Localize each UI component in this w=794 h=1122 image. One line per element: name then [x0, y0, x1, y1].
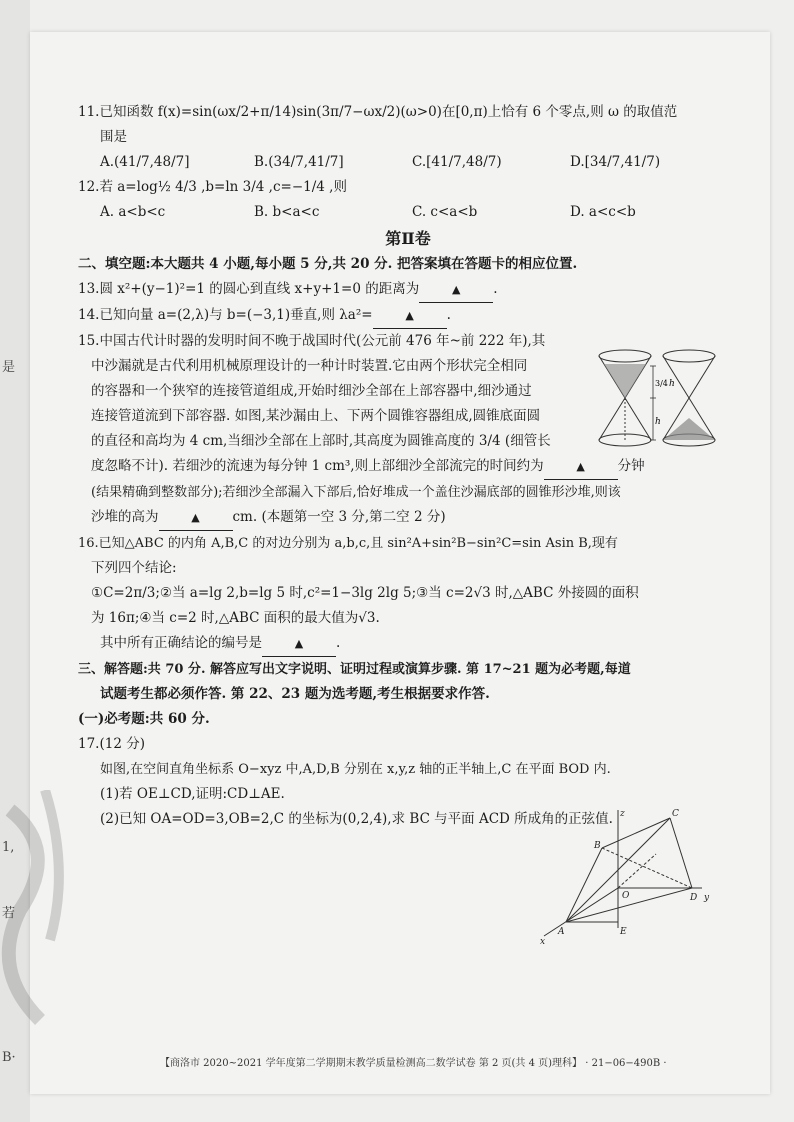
coordinate-figure [540, 808, 720, 948]
option-a: A.(41/7,48/7] [100, 154, 190, 170]
answer-blank[interactable] [373, 303, 447, 329]
label-c: C [672, 809, 679, 819]
q16-text: . [336, 635, 341, 651]
q16-line: 为 16π;④当 c=2 时,△ABC 面积的最大值为√3. [91, 610, 380, 626]
exam-content [78, 100, 738, 832]
q15-line: 的容器和一个狭窄的连接管道组成,开始时细沙全部在上部容器中,细沙通过 [91, 383, 532, 399]
side-char: 若 [2, 906, 16, 921]
q15-text: 度忽略不计). 若细沙的流速为每分钟 1 cm³,则上部细沙全部流完的时间约为 [91, 458, 544, 474]
q14-end: . [446, 307, 451, 323]
q16-line [78, 631, 738, 657]
q15-text: cm. (本题第一空 3 分,第二空 2 分) [232, 509, 446, 525]
option-a: A. a<b<c [100, 204, 166, 220]
part3-header: 三、解答题:共 70 分. 解答应写出文字说明、证明过程或演算步骤. 第 17~21 题为必考题,每道 [78, 662, 631, 677]
q11-options [78, 150, 738, 175]
segment-bd [602, 848, 692, 888]
label-x: x [540, 937, 546, 947]
label-o: O [622, 891, 630, 901]
q16-line: 下列四个结论: [91, 560, 177, 576]
q17-line: (1)若 OE⊥CD,证明:CD⊥AE. [100, 786, 285, 802]
q15-line: 中沙漏就是古代利用机械原理设计的一种计时装置.它由两个形状完全相同 [91, 358, 528, 374]
segment-oe2 [618, 854, 656, 888]
answer-blank[interactable] [544, 454, 618, 480]
x-axis [544, 888, 618, 936]
answer-blank[interactable] [262, 631, 336, 657]
q16-line: ①C=2π/3;②当 a=lg 2,b=lg 5 时,c²=1−3lg 2lg 5;③当 c=2√3 时,△ABC 外接圆的面积 [91, 585, 639, 601]
q13 [78, 277, 738, 303]
label-e: E [620, 927, 627, 937]
side-char: 1, [2, 840, 15, 855]
hourglass-right [663, 350, 715, 446]
q15-line [78, 454, 738, 480]
label-z: z [620, 809, 625, 819]
q17-line: (2)已知 OA=OD=3,OB=2,C 的坐标为(0,2,4),求 BC 与平面 ACD 所成角的正弦值. [100, 811, 613, 827]
triangle-mark: ▲ [191, 511, 200, 524]
triangle-mark: ▲ [451, 283, 461, 296]
segment-ab [566, 848, 602, 922]
q13-text: 13.圆 x²+(y−1)²=1 的圆心到直线 x+y+1=0 的距离为 [78, 281, 420, 297]
q14 [78, 303, 738, 329]
page-footer: 【商洛市 2020~2021 学年度第二学期期末教学质量检测高二数学试卷 第 2 页(共 4 页)理科】 · 21−06−490B · [160, 1058, 667, 1069]
q17-number: 17.(12 分) [78, 736, 145, 752]
answer-blank[interactable] [159, 505, 233, 531]
part2-header: 二、填空题:本大题共 4 小题,每小题 5 分,共 20 分. 把答案填在答题卡的相应位置. [78, 256, 578, 272]
part3-header: 试题考生都必须作答. 第 22、23 题为选考题,考生根据要求作答. [100, 686, 490, 702]
required-header: (一)必考题:共 60 分. [78, 711, 210, 727]
triangle-mark: ▲ [294, 637, 304, 650]
segment-cd [670, 818, 692, 888]
q17-line: 如图,在空间直角坐标系 O−xyz 中,A,D,B 分别在 x,y,z 轴的正半轴上,C 在平面 BOD 内. [100, 762, 611, 777]
option-d: D.[34/7,41/7) [570, 154, 661, 170]
option-c: C. c<a<b [412, 204, 478, 220]
q15-line: 的直径和高均为 4 cm,当细沙全部在上部时,其高度为圆锥高度的 3/4 (细管长 [91, 433, 551, 449]
q15-line: 连接管道流到下部容器. 如图,某沙漏由上、下两个圆锥容器组成,圆锥底面圆 [91, 408, 541, 424]
label-a: A [558, 927, 565, 937]
section-title: 第Ⅱ卷 [385, 229, 431, 248]
label-d: D [690, 893, 698, 903]
q11-stem: 11.已知函数 f(x)=sin(ωx/2+π/14)sin(3π/7−ωx/2)(ω>0)在[0,π)上恰有 6 个零点,则 ω 的取值范 [78, 104, 678, 120]
q15-text: 沙堆的高为 [91, 509, 159, 525]
watermark-logo [0, 790, 70, 1030]
option-c: C.[41/7,48/7) [412, 154, 502, 170]
q11-stem-cont: 围是 [100, 129, 127, 145]
q14-text: 14.已知向量 a=(2,λ)与 b=(−3,1)垂直,则 λa²= [78, 307, 373, 323]
hourglass-figure [595, 348, 725, 450]
label-y: y [704, 893, 710, 903]
q15-line: 15.中国古代计时器的发明时间不晚于战国时代(公元前 476 年~前 222 年),其 [78, 333, 546, 349]
side-char: B· [2, 1050, 16, 1065]
segment-bc [602, 818, 670, 848]
q13-end: . [493, 281, 498, 297]
label-b: B [594, 841, 601, 851]
q15-line [78, 505, 738, 531]
triangle-mark: ▲ [576, 460, 585, 473]
fig-label: h [669, 379, 675, 389]
option-b: B.(34/7,41/7] [254, 154, 344, 170]
side-char: 是 [2, 360, 16, 375]
q15-line: (结果精确到整数部分);若细沙全部漏入下部后,恰好堆成一个盖住沙漏底部的圆锥形沙堆,则该 [91, 485, 621, 500]
option-b: B. b<a<c [254, 204, 320, 220]
fig-label: 3/4 [655, 379, 668, 388]
q16-line: 16.已知△ABC 的内角 A,B,C 的对边分别为 a,b,c,且 sin²A+sin²B−sin²C=sin Asin B,现有 [78, 536, 618, 551]
q12-stem: 12.若 a=log½ 4/3 ,b=ln 3/4 ,c=−1/4 ,则 [78, 179, 347, 195]
q12-options [78, 200, 738, 225]
q16-text: 其中所有正确结论的编号是 [100, 635, 262, 651]
answer-blank[interactable] [419, 277, 493, 303]
option-d: D. a<c<b [570, 204, 636, 220]
fig-label: h [655, 417, 661, 427]
q15-text: 分钟 [617, 458, 645, 474]
hourglass-left [599, 350, 651, 446]
triangle-mark: ▲ [405, 309, 414, 322]
